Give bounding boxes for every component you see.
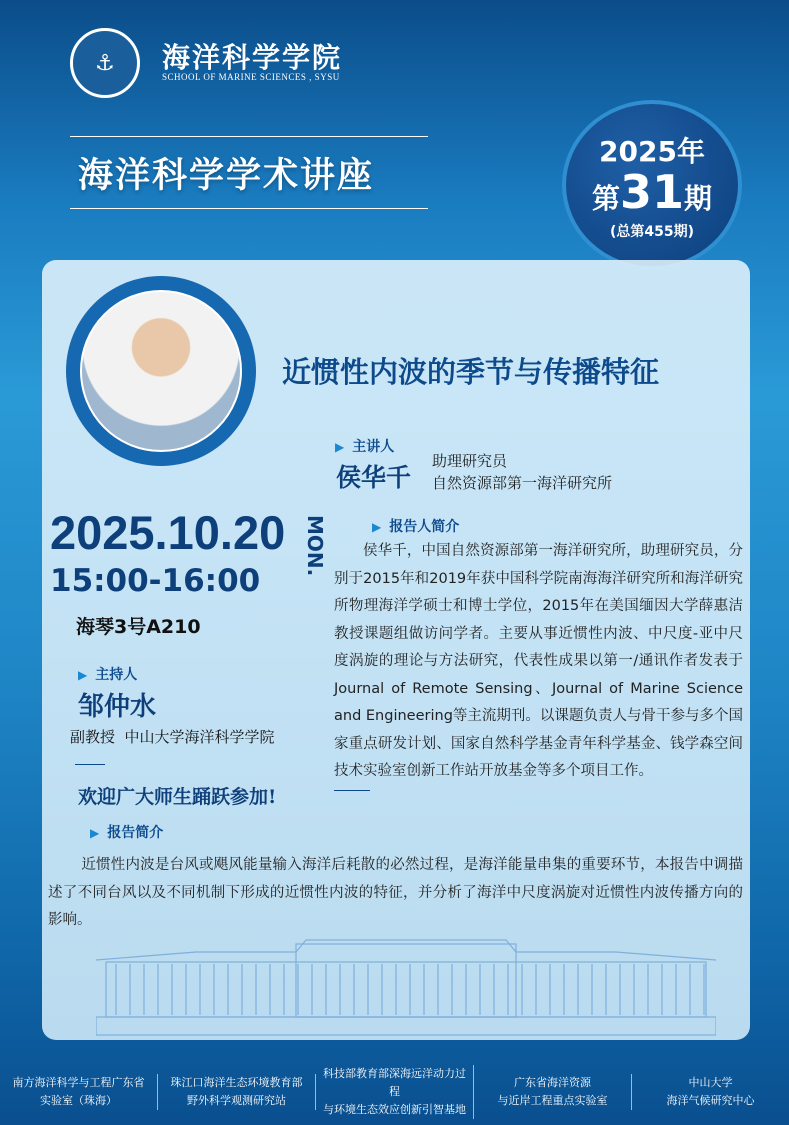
welcome-text: 欢迎广大师生踊跃参加! bbox=[78, 786, 277, 808]
bio-label-row bbox=[372, 516, 459, 536]
badge-year: 2025年 bbox=[599, 135, 705, 168]
divider bbox=[334, 790, 370, 791]
talk-venue: 海琴3号A210 bbox=[76, 616, 201, 638]
triangle-icon: ▶ bbox=[78, 668, 88, 682]
bio-label: 报告人简介 bbox=[389, 519, 460, 535]
footer-org: 南方海洋科学与工程广东省 实验室（珠海） bbox=[0, 1074, 158, 1110]
badge-total: (总第455期) bbox=[609, 224, 695, 240]
divider bbox=[70, 208, 428, 209]
building-illustration bbox=[96, 930, 716, 1037]
school-name-cn: 海洋科学学院 bbox=[162, 41, 343, 74]
talk-weekday: MON. bbox=[303, 515, 327, 577]
footer-org: 珠江口海洋生态环境教育部 野外科学观测研究站 bbox=[158, 1074, 316, 1110]
footer bbox=[0, 1058, 789, 1125]
badge-prefix: 第 bbox=[591, 182, 620, 215]
issue-badge bbox=[562, 100, 742, 270]
abstract-label-row bbox=[90, 822, 163, 842]
speaker-photo bbox=[66, 276, 256, 466]
abstract-label: 报告简介 bbox=[107, 825, 164, 841]
talk-date: 2025.10.20 bbox=[50, 506, 286, 559]
footer-org: 广东省海洋资源 与近岸工程重点实验室 bbox=[474, 1074, 632, 1110]
triangle-icon: ▶ bbox=[372, 520, 382, 534]
talk-title: 近惯性内波的季节与传播特征 bbox=[282, 355, 660, 389]
host-label: 主持人 bbox=[95, 667, 138, 683]
host-name: 邹仲水 bbox=[78, 692, 157, 722]
speaker-affiliation: 自然资源部第一海洋研究所 bbox=[432, 474, 613, 492]
divider bbox=[75, 764, 105, 765]
speaker-label-row bbox=[335, 436, 394, 456]
badge-suffix: 期 bbox=[684, 182, 713, 215]
host-title: 副教授 中山大学海洋科学学院 bbox=[70, 728, 275, 746]
bio-block bbox=[334, 538, 743, 791]
speaker-label: 主讲人 bbox=[352, 439, 395, 455]
triangle-icon: ▶ bbox=[335, 440, 345, 454]
badge-issue-number: 31 bbox=[619, 165, 684, 219]
speaker-bio: 侯华千，中国自然资源部第一海洋研究所，助理研究员，分别于2015年和2019年获中国科学院南海海洋研究所和海洋研究所物理海洋学硕士和博士学位，2015年在美国缅因大学薛惠洁教授课题组做访问学者。主要从事近惯性内波、中尺度-亚中尺度涡旋的理论与方法研究，代表性成果以第一/通讯作者发表于Journal of Remote Sensing、Journal of Marine Science and Engineering等主流期刊。以课题负责人与骨干参与多个国家重点研发计划、国家自然科学基金青年科学基金、钱学森空间技术实验室创新工作站开放基金等多个项目工作。 bbox=[334, 543, 743, 779]
divider bbox=[70, 136, 428, 137]
footer-org: 科技部教育部深海远洋动力过程 与环境生态效应创新引智基地 bbox=[316, 1065, 474, 1119]
speaker-position: 助理研究员 bbox=[432, 452, 508, 470]
series-title: 海洋科学学术讲座 bbox=[78, 156, 375, 196]
abstract-text: 近惯性内波是台风或飓风能量输入海洋后耗散的必然过程，是海洋能量串集的重要环节，本报告中调描述了不同台风以及不同机制下形成的近惯性内波的特征，并分析了海洋中尺度涡旋对近惯性内波传播方向的影响。 bbox=[48, 857, 743, 928]
footer-org: 中山大学 海洋气候研究中心 bbox=[666, 1075, 755, 1107]
school-name-en: SCHOOL OF MARINE SCIENCES , SYSU bbox=[162, 72, 340, 82]
host-label-row bbox=[78, 664, 137, 684]
talk-time: 15:00-16:00 bbox=[50, 563, 261, 599]
triangle-icon: ▶ bbox=[90, 826, 100, 840]
school-logo: ⚓ bbox=[70, 28, 140, 98]
speaker-name: 侯华千 bbox=[336, 463, 412, 492]
